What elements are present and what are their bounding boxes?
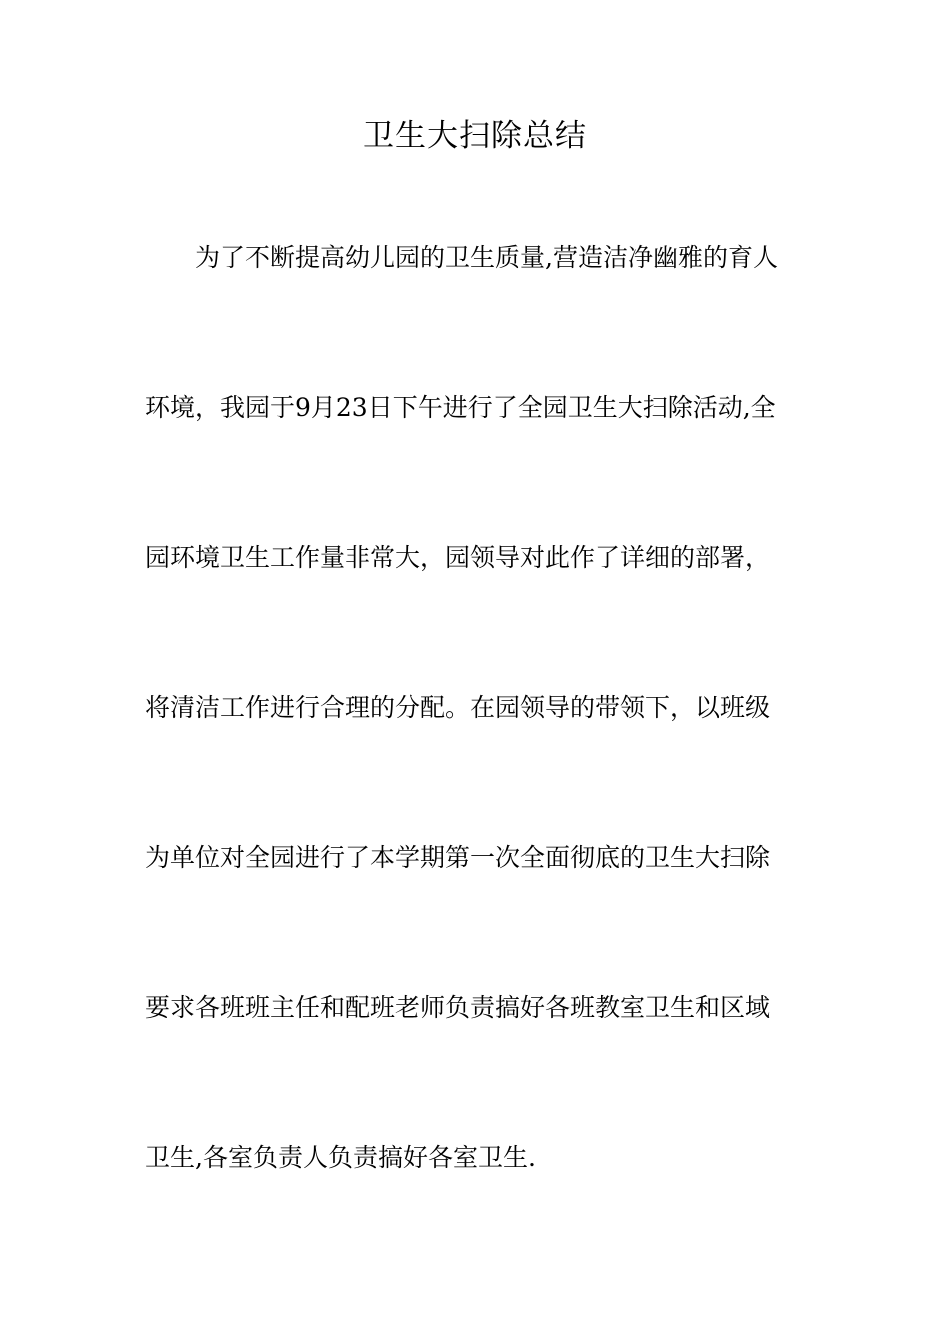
paragraph-line-6: 要求各班班主任和配班老师负责搞好各班教室卫生和区域 <box>145 993 771 1022</box>
paragraph-line-1: 为了不断提高幼儿园的卫生质量,营造洁净幽雅的育人 <box>195 243 778 272</box>
document-title: 卫生大扫除总结 <box>363 118 587 154</box>
paragraph-line-5: 为单位对全园进行了本学期第一次全面彻底的卫生大扫除 <box>145 843 771 872</box>
paragraph-line-3: 园环境卫生工作量非常大，园领导对此作了详细的部署， <box>145 543 771 572</box>
paragraph-line-4: 将清洁工作进行合理的分配。在园领导的带领下，以班级 <box>145 693 771 722</box>
paragraph-line-2: 环境，我园于9月23日下午进行了全园卫生大扫除活动,全 <box>145 393 776 422</box>
paragraph-line-7: 卫生,各室负责人负责搞好各室卫生. <box>145 1143 536 1172</box>
